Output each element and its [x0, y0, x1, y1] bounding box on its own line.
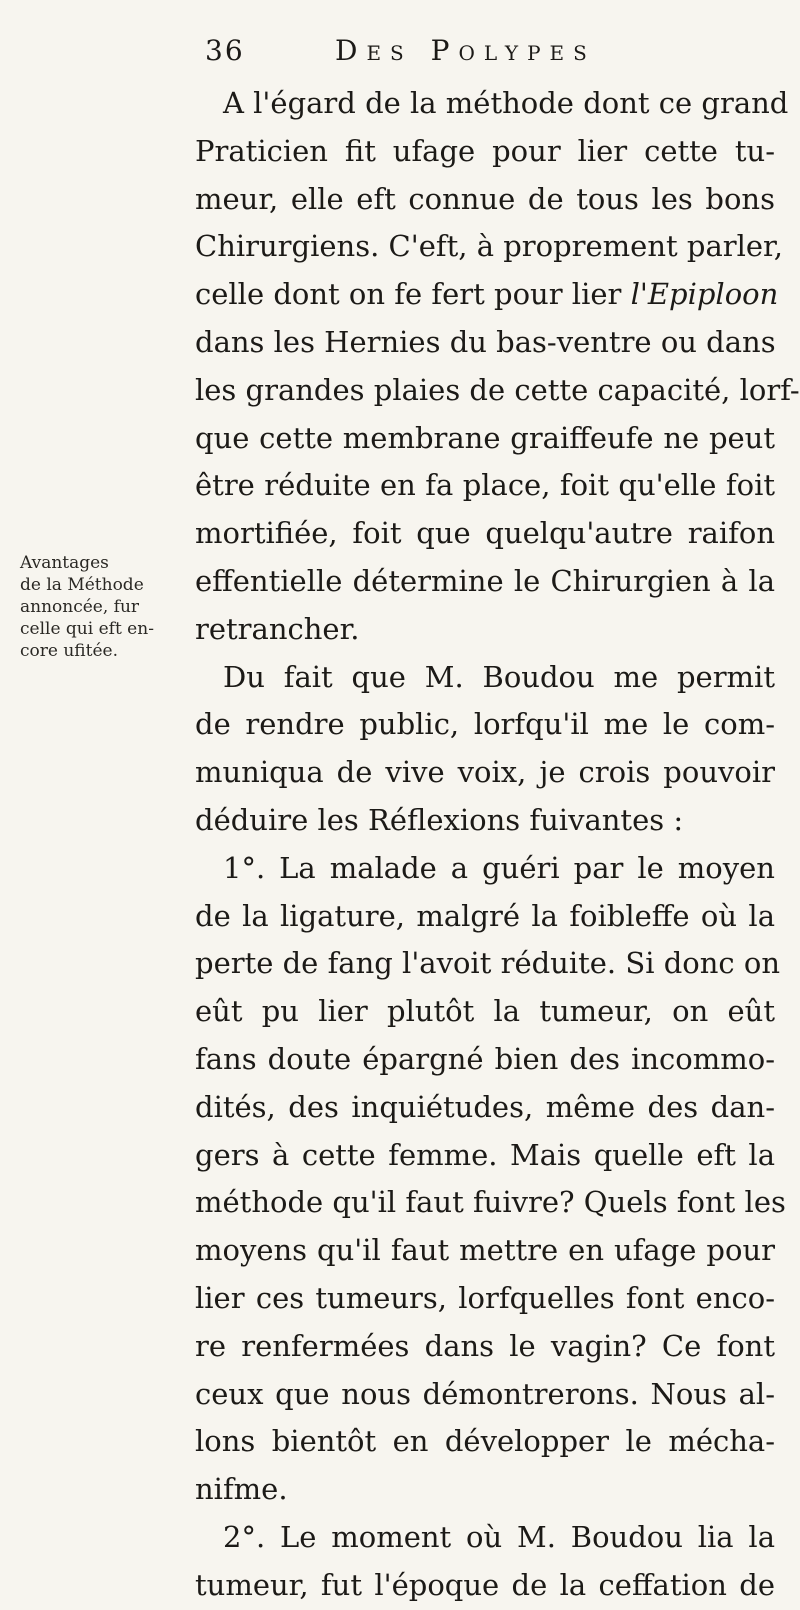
text-line: déduire les Réflexions fuivantes : — [195, 802, 684, 837]
text-line: être réduite en fa place, foit qu'elle foit — [195, 468, 775, 503]
text-line: A l'égard de la méthode dont ce grand — [223, 86, 789, 120]
text-line: les grandes plaies de cette capacité, lorf- — [195, 372, 800, 407]
text-line: fans doute épargné bien des incommo- — [195, 1041, 775, 1076]
running-title: Des Polypes — [335, 34, 596, 67]
text-line: muniqua de vive voix, je crois pouvoir — [195, 755, 775, 790]
text-line: lons bientôt en développer le mécha- — [195, 1424, 775, 1459]
margin-note — [20, 552, 180, 662]
text-line: tumeur, fut l'époque de la ceffation de — [195, 1567, 775, 1602]
text-line: retrancher. — [195, 611, 360, 646]
text-line: gers à cette femme. Mais quelle eft la — [195, 1137, 775, 1172]
text-line: méthode qu'il faut fuivre? Quels font les — [195, 1185, 786, 1220]
margin-note-line: annoncée, fur — [20, 597, 140, 617]
text-line: lier ces tumeurs, lorfquelles font enco- — [195, 1280, 775, 1315]
text-line: eût pu lier plutôt la tumeur, on eût — [195, 994, 775, 1029]
body-text — [195, 80, 800, 1610]
text-line: 1°. La malade a guéri par le moyen — [223, 850, 775, 885]
text-line: dités, des inquiétudes, même des dan- — [195, 1089, 775, 1124]
text-line: Chirurgiens. C'eft, à proprement parler, — [195, 229, 783, 264]
page-number: 36 — [205, 34, 245, 67]
text-line: effentielle détermine le Chirurgien à la — [195, 563, 775, 598]
text-line: ceux que nous démontrerons. Nous al- — [195, 1376, 775, 1411]
text-line: moyens qu'il faut mettre en ufage pour — [195, 1233, 775, 1268]
text-line: nifme. — [195, 1472, 288, 1507]
text-fragment: celle dont on fe fert pour lier — [195, 277, 631, 312]
text-line: de la ligature, malgré la foibleffe où la — [195, 898, 775, 933]
text-line: meur, elle eft connue de tous les bons — [195, 181, 775, 216]
text-line: dans les Hernies du bas-ventre ou dans — [195, 324, 776, 359]
text-line: mortifiée, foit que quelqu'autre raifon — [195, 516, 775, 551]
text-line: que cette membrane graiffeufe ne peut — [195, 420, 775, 455]
margin-note-line: de la Méthode — [20, 575, 144, 595]
margin-note-line: core ufitée. — [20, 641, 118, 661]
text-line: de rendre public, lorfqu'il me le com- — [195, 707, 775, 742]
page-header — [205, 34, 765, 74]
text-line: perte de fang l'avoit réduite. Si donc on — [195, 946, 781, 981]
margin-note-line: Avantages — [20, 553, 109, 573]
text-line: 2°. Le moment où M. Boudou lia la — [223, 1519, 775, 1554]
text-line: re renfermées dans le vagin? Ce font — [195, 1328, 775, 1363]
margin-note-line: celle qui eft en- — [20, 619, 154, 639]
text-line: Praticien fit ufage pour lier cette tu- — [195, 133, 775, 168]
text-line: Du fait que M. Boudou me permit — [223, 659, 775, 694]
italic-term: l'Epiploon — [630, 277, 779, 312]
text-line — [195, 271, 779, 319]
